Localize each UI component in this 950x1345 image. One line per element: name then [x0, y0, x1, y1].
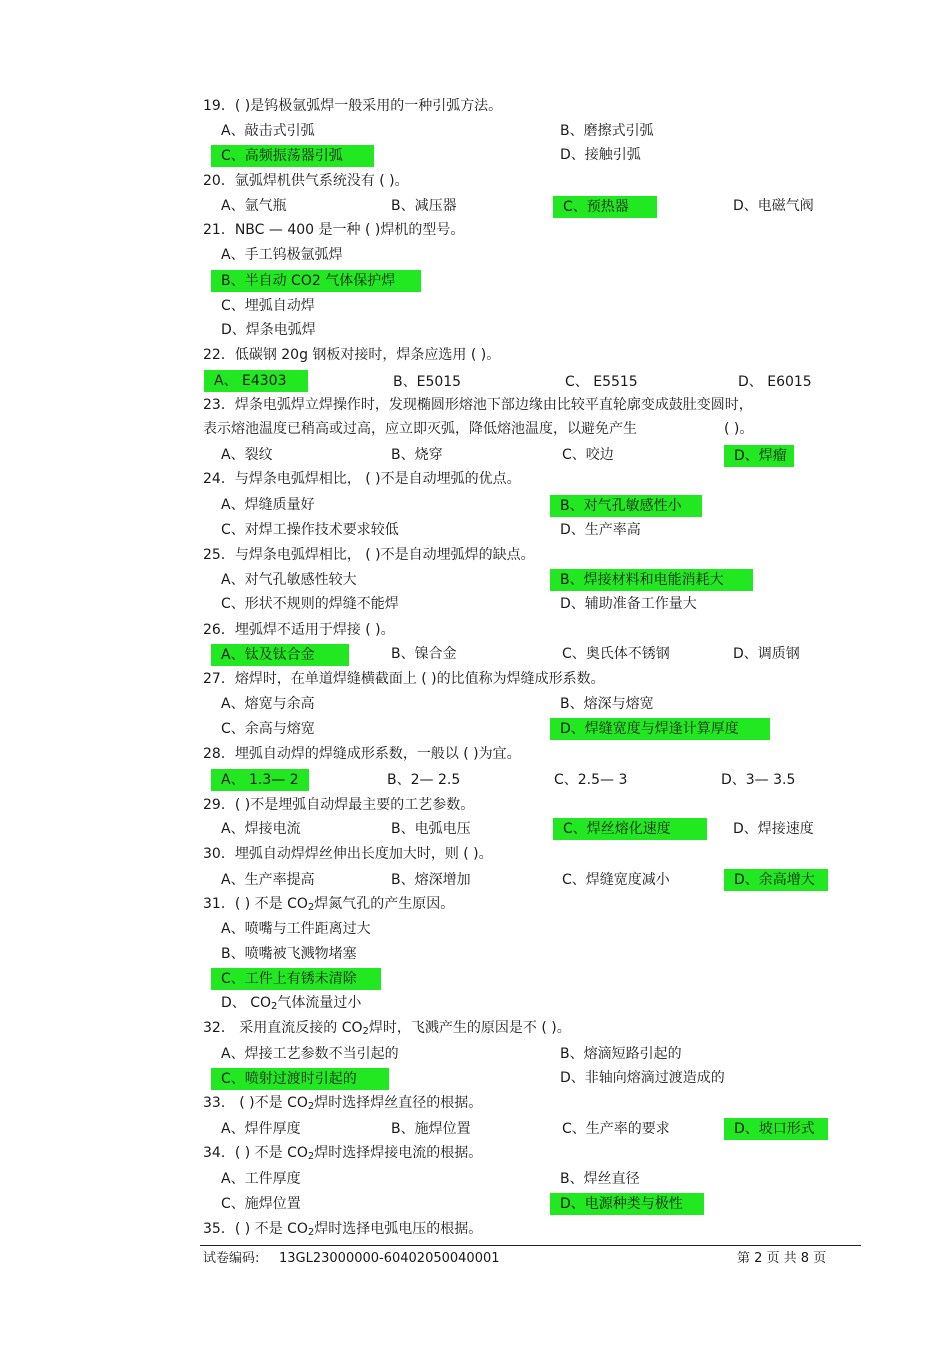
- question-21-stem: 21．NBC — 400 是一种 ( )焊机的型号。: [203, 222, 465, 238]
- q27-option-a: A、熔宽与余高: [221, 696, 315, 712]
- q21-option-b-highlighted: B、半自动 CO2 气体保护焊: [211, 270, 421, 292]
- q28-option-b: B、2— 2.5: [387, 772, 461, 788]
- question-31-stem: 31．( ) 不是 $CO_2$焊氮气孔的产生原因。: [203, 896, 455, 913]
- q34-option-c: C、施焊位置: [221, 1196, 301, 1212]
- question-29-stem: 29．( )不是埋弧自动焊最主要的工艺参数。: [203, 797, 475, 813]
- footer-code-label: 试卷编码:: [203, 1251, 260, 1266]
- q31-option-d: D、 $CO_2$气体流量过小: [221, 995, 362, 1012]
- question-34-stem: 34．( ) 不是 $CO_2$焊时选择焊接电流的根据。: [203, 1145, 483, 1162]
- question-32-stem: 32． 采用直流反接的 $CO_2$焊时，飞溅产生的原因是不 ( )。: [203, 1020, 571, 1037]
- question-33-stem: 33． ( )不是 $CO_2$焊时选择焊丝直径的根据。: [203, 1095, 483, 1112]
- q20-option-c-highlighted: C、预热器: [553, 196, 657, 218]
- q24-option-b-highlighted: B、对气孔敏感性小: [550, 495, 702, 517]
- q19-option-b: B、磨擦式引弧: [560, 123, 654, 139]
- question-26-stem: 26．埋弧焊不适用于焊接 ( )。: [203, 622, 395, 638]
- q26-option-a-highlighted: A、钛及钛合金: [211, 644, 349, 666]
- q31-option-c-highlighted: C、工件上有锈未清除: [211, 968, 381, 990]
- q28-option-c: C、2.5— 3: [554, 772, 628, 788]
- q21-option-c: C、埋弧自动焊: [221, 298, 315, 314]
- q25-option-a: A、对气孔敏感性较大: [221, 572, 357, 588]
- q29-option-d: D、焊接速度: [733, 821, 814, 837]
- q23-option-a: A、裂纹: [221, 447, 273, 463]
- q22-option-c: C、 E5515: [565, 374, 638, 390]
- q31-option-a: A、喷嘴与工件距离过大: [221, 921, 371, 937]
- q26-option-b: B、镍合金: [391, 646, 457, 662]
- q20-option-a: A、氩气瓶: [221, 198, 287, 214]
- q33-option-b: B、施焊位置: [391, 1121, 471, 1137]
- q21-option-d: D、焊条电弧焊: [221, 322, 316, 338]
- q22-option-d: D、 E6015: [738, 374, 812, 390]
- q25-option-b-highlighted: B、焊接材料和电能消耗大: [550, 569, 753, 591]
- q26-option-c: C、奥氏体不锈钢: [562, 646, 670, 662]
- q27-option-d-highlighted: D、焊缝宽度与焊逢计算厚度: [550, 718, 770, 740]
- question-19-stem: 19．( )是钨极氩弧焊一般采用的一种引弧方法。: [203, 98, 503, 114]
- question-28-stem: 28．埋弧自动焊的焊缝成形系数，一般以 ( )为宜。: [203, 746, 521, 762]
- q21-option-a: A、手工钨极氩弧焊: [221, 247, 343, 263]
- q29-option-b: B、电弧电压: [391, 821, 471, 837]
- question-22-stem: 22．低碳钢 20g 钢板对接时，焊条应选用 ( )。: [203, 347, 501, 363]
- q23-option-c: C、咬边: [562, 447, 614, 463]
- question-23-paren: ( )。: [724, 421, 754, 437]
- q23-option-d-highlighted: D、焊瘤: [724, 445, 794, 467]
- q24-option-a: A、焊缝质量好: [221, 497, 315, 513]
- question-27-stem: 27．熔焊时，在单道焊缝横截面上 ( )的比值称为焊缝成形系数。: [203, 671, 605, 687]
- q32-option-c-highlighted: C、喷射过渡时引起的: [211, 1068, 389, 1090]
- q19-option-c-highlighted: C、高频振荡器引弧: [211, 145, 374, 167]
- question-30-stem: 30．埋弧自动焊焊丝伸出长度加大时，则 ( )。: [203, 846, 493, 862]
- q34-option-a: A、工件厚度: [221, 1171, 301, 1187]
- q26-option-d: D、调质钢: [733, 646, 800, 662]
- q33-option-d-highlighted: D、坡口形式: [724, 1118, 828, 1140]
- q31-option-b: B、喷嘴被飞溅物堵塞: [221, 946, 357, 962]
- q22-option-b: B、E5015: [393, 374, 462, 390]
- q19-option-a: A、敲击式引弧: [221, 123, 315, 139]
- q32-option-d: D、非轴向熔滴过渡造成的: [560, 1070, 725, 1086]
- question-25-stem: 25．与焊条电弧焊相比， ( )不是自动埋弧焊的缺点。: [203, 547, 535, 563]
- footer-code-value: 13GL23000000-60402050040001: [279, 1251, 500, 1266]
- question-23-stem-line2: 表示熔池温度已稍高或过高，应立即灭弧，降低熔池温度，以避免产生: [203, 421, 637, 437]
- q30-option-a: A、生产率提高: [221, 872, 315, 888]
- q30-option-b: B、熔深增加: [391, 872, 471, 888]
- footer-rule: [200, 1245, 861, 1246]
- q20-option-b: B、减压器: [391, 198, 457, 214]
- q30-option-d-highlighted: D、余高增大: [724, 869, 828, 891]
- q24-option-d: D、生产率高: [560, 522, 641, 538]
- q28-option-d: D、3— 3.5: [721, 772, 796, 788]
- q19-option-d: D、接触引弧: [560, 147, 641, 163]
- footer-page-number: 第 2 页 共 8 页: [737, 1251, 827, 1266]
- q22-option-a-highlighted: A、 E4303: [204, 370, 308, 392]
- q32-option-b: B、熔滴短路引起的: [560, 1046, 682, 1062]
- question-23-stem-line1: 23．焊条电弧焊立焊操作时，发现椭圆形熔池下部边缘由比较平直轮廓变成鼓肚变圆时，: [203, 397, 753, 413]
- q33-option-a: A、焊件厚度: [221, 1121, 301, 1137]
- q34-option-d-highlighted: D、电源种类与极性: [550, 1193, 704, 1215]
- q32-option-a: A、焊接工艺参数不当引起的: [221, 1046, 399, 1062]
- q27-option-b: B、熔深与熔宽: [560, 696, 654, 712]
- q28-option-a-highlighted: A、 1.3— 2: [211, 769, 309, 791]
- q29-option-c-highlighted: C、焊丝熔化速度: [553, 818, 707, 840]
- q25-option-c: C、形状不规则的焊缝不能焊: [221, 596, 399, 612]
- question-35-stem: 35．( ) 不是 $CO_2$焊时选择电弧电压的根据。: [203, 1221, 483, 1238]
- q24-option-c: C、对焊工操作技术要求较低: [221, 522, 399, 538]
- question-24-stem: 24．与焊条电弧焊相比， ( )不是自动埋弧的优点。: [203, 471, 521, 487]
- q29-option-a: A、焊接电流: [221, 821, 301, 837]
- q27-option-c: C、余高与熔宽: [221, 721, 315, 737]
- q30-option-c: C、焊缝宽度减小: [562, 872, 670, 888]
- q23-option-b: B、烧穿: [391, 447, 443, 463]
- q25-option-d: D、辅助准备工作量大: [560, 596, 697, 612]
- question-20-stem: 20．氩弧焊机供气系统没有 ( )。: [203, 173, 409, 189]
- q20-option-d: D、电磁气阀: [733, 198, 814, 214]
- q34-option-b: B、焊丝直径: [560, 1171, 640, 1187]
- q33-option-c: C、生产率的要求: [562, 1121, 670, 1137]
